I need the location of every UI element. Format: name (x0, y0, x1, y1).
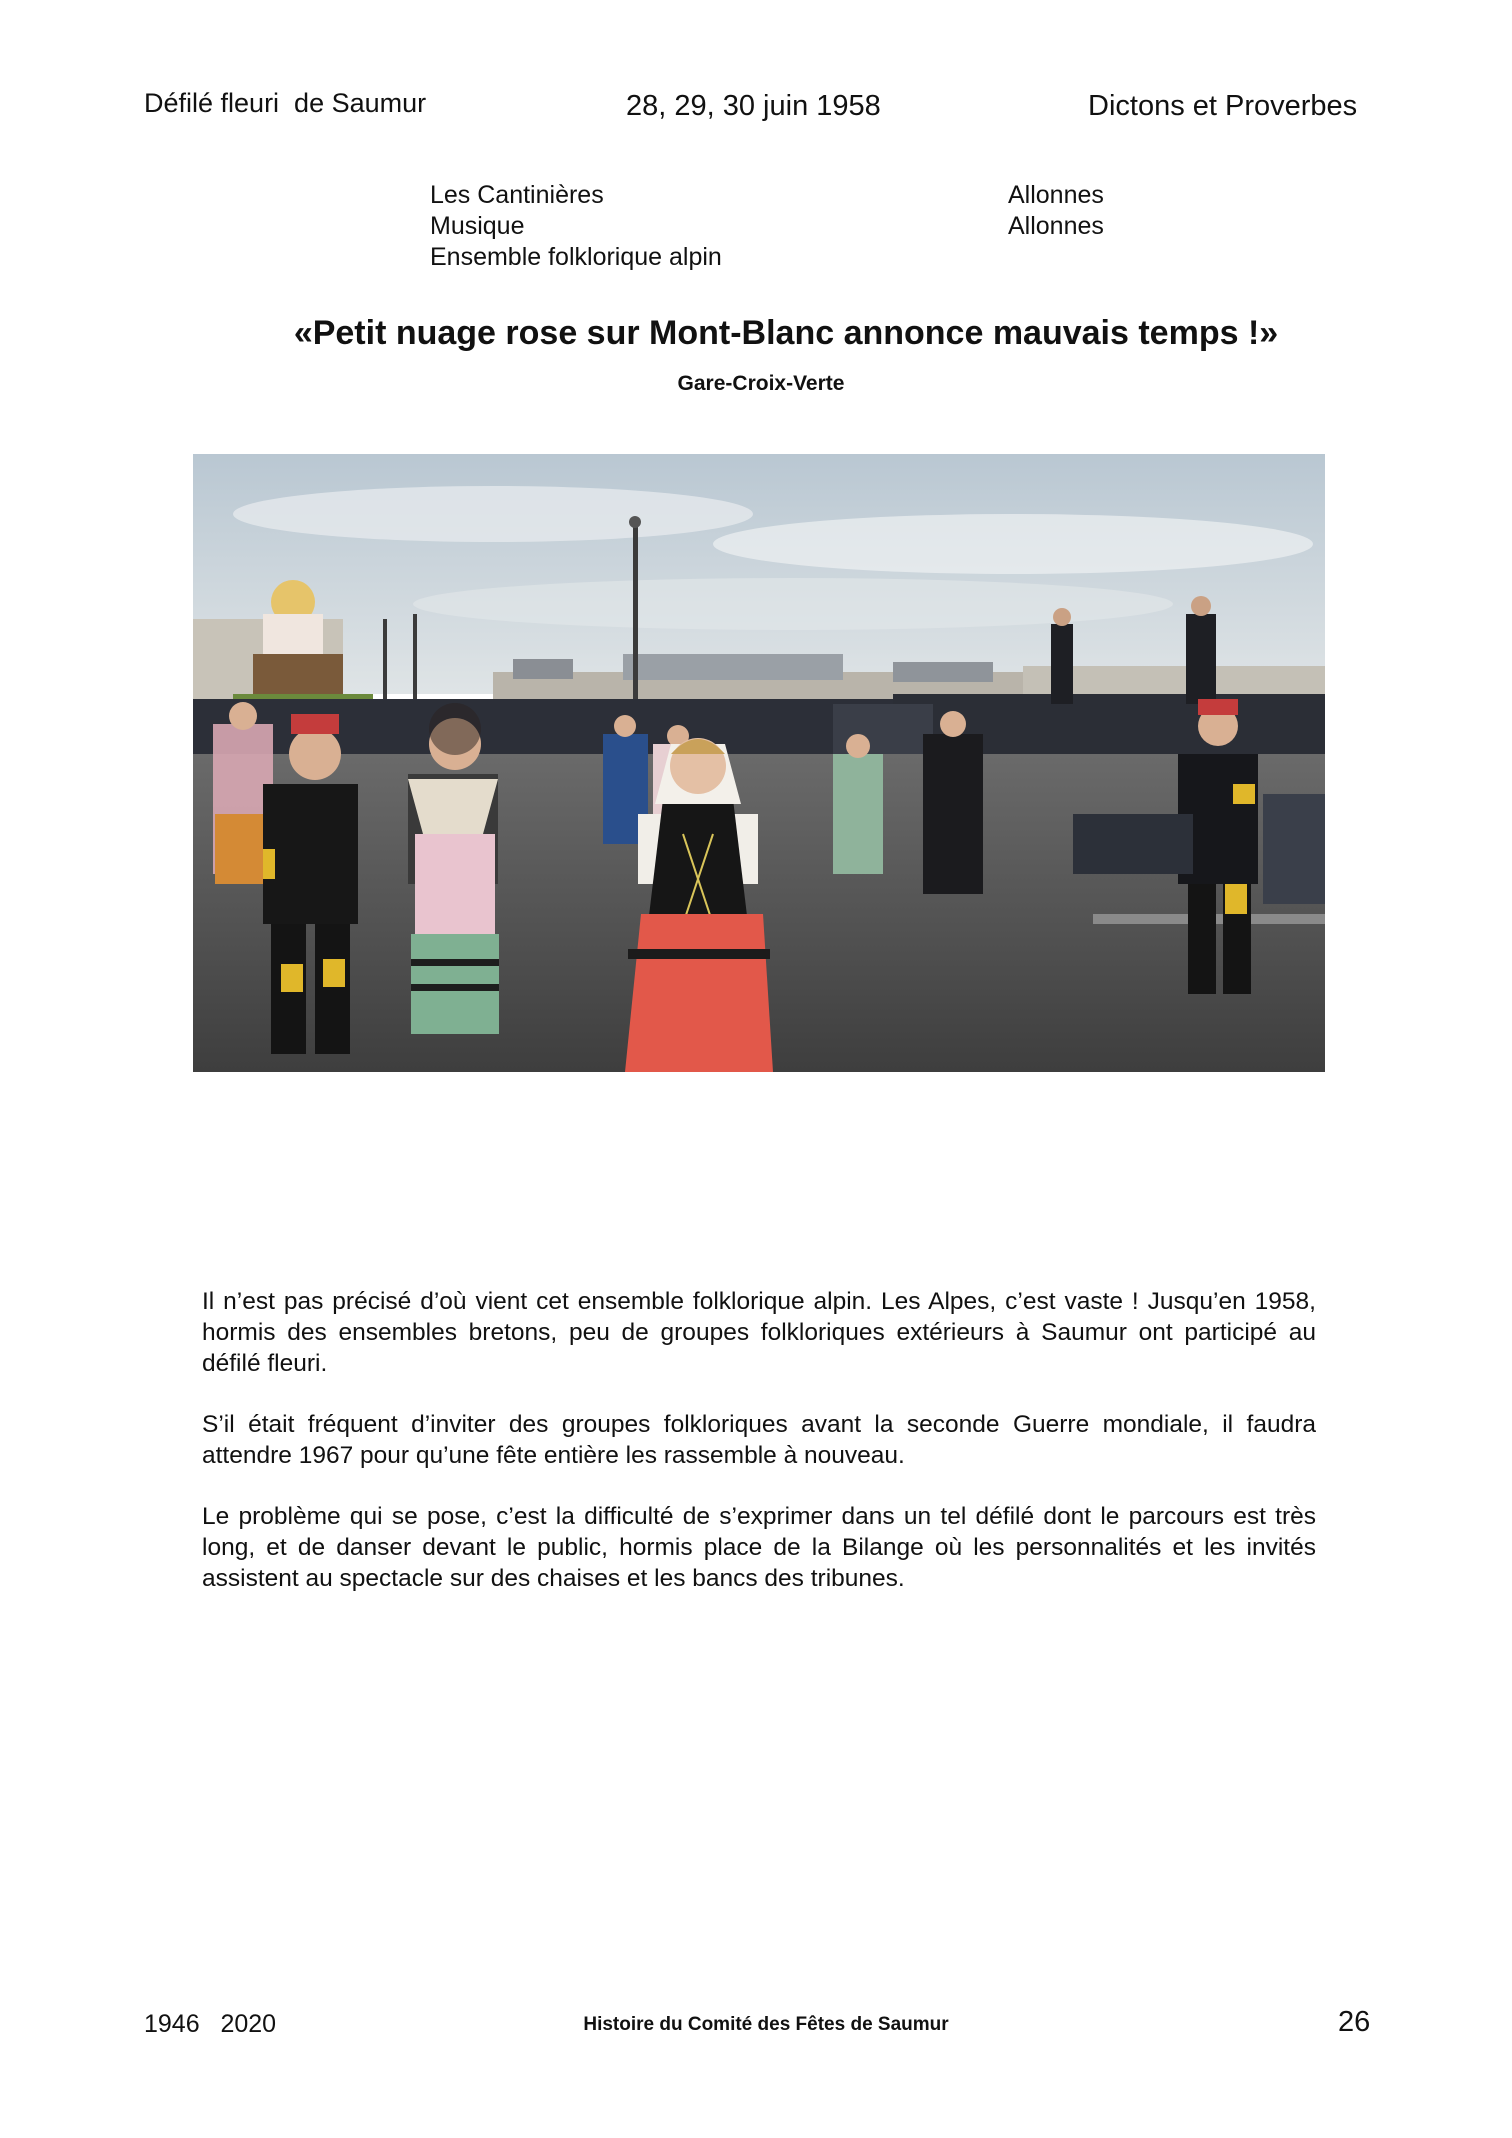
header-date: 28, 29, 30 juin 1958 (626, 90, 881, 122)
header-left-title: Défilé fleuri de Saumur (144, 88, 427, 118)
paragraph: Il n’est pas précisé d’où vient cet ensemble folklorique alpin. Les Alpes, c’est vaste ! Jusqu’en 1958, hormis des ensembles bretons, peu de groupes folkloriques extérieurs à Saumur ont participé au défilé fleuri. (202, 1288, 1316, 1377)
participant-places (1008, 180, 1104, 242)
participant-place: Allonnes (1008, 181, 1104, 209)
participant-names (430, 180, 722, 273)
paragraph: S’il était fréquent d’inviter des groupes folkloriques avant la seconde Guerre mondiale, il faudra attendre 1967 pour qu’une fête entière les rassemble à nouveau. (202, 1411, 1316, 1469)
page-number: 26 (1338, 2006, 1371, 2038)
body-text (202, 1286, 1316, 1624)
participant-name: Musique (430, 212, 525, 240)
participant-name: Les Cantinières (430, 181, 604, 209)
footer-years: 1946 2020 (144, 2010, 277, 2038)
parade-photo (193, 454, 1325, 1072)
location-subtitle: Gare-Croix-Verte (677, 372, 845, 395)
footer-book-title: Histoire du Comité des Fêtes de Saumur (583, 2014, 949, 2035)
header-section-title: Dictons et Proverbes (1088, 90, 1358, 122)
participant-place: Allonnes (1008, 212, 1104, 240)
page-title: «Petit nuage rose sur Mont-Blanc annonce mauvais temps !» (293, 314, 1279, 352)
participant-name: Ensemble folklorique alpin (430, 243, 722, 271)
paragraph: Le problème qui se pose, c’est la difficulté de s’exprimer dans un tel défilé dont le parcours est très long, et de danser devant le public, hormis place de la Bilange où les personnalités et les invités assistent au spectacle sur des chaises et les bancs des tribunes. (202, 1503, 1316, 1592)
